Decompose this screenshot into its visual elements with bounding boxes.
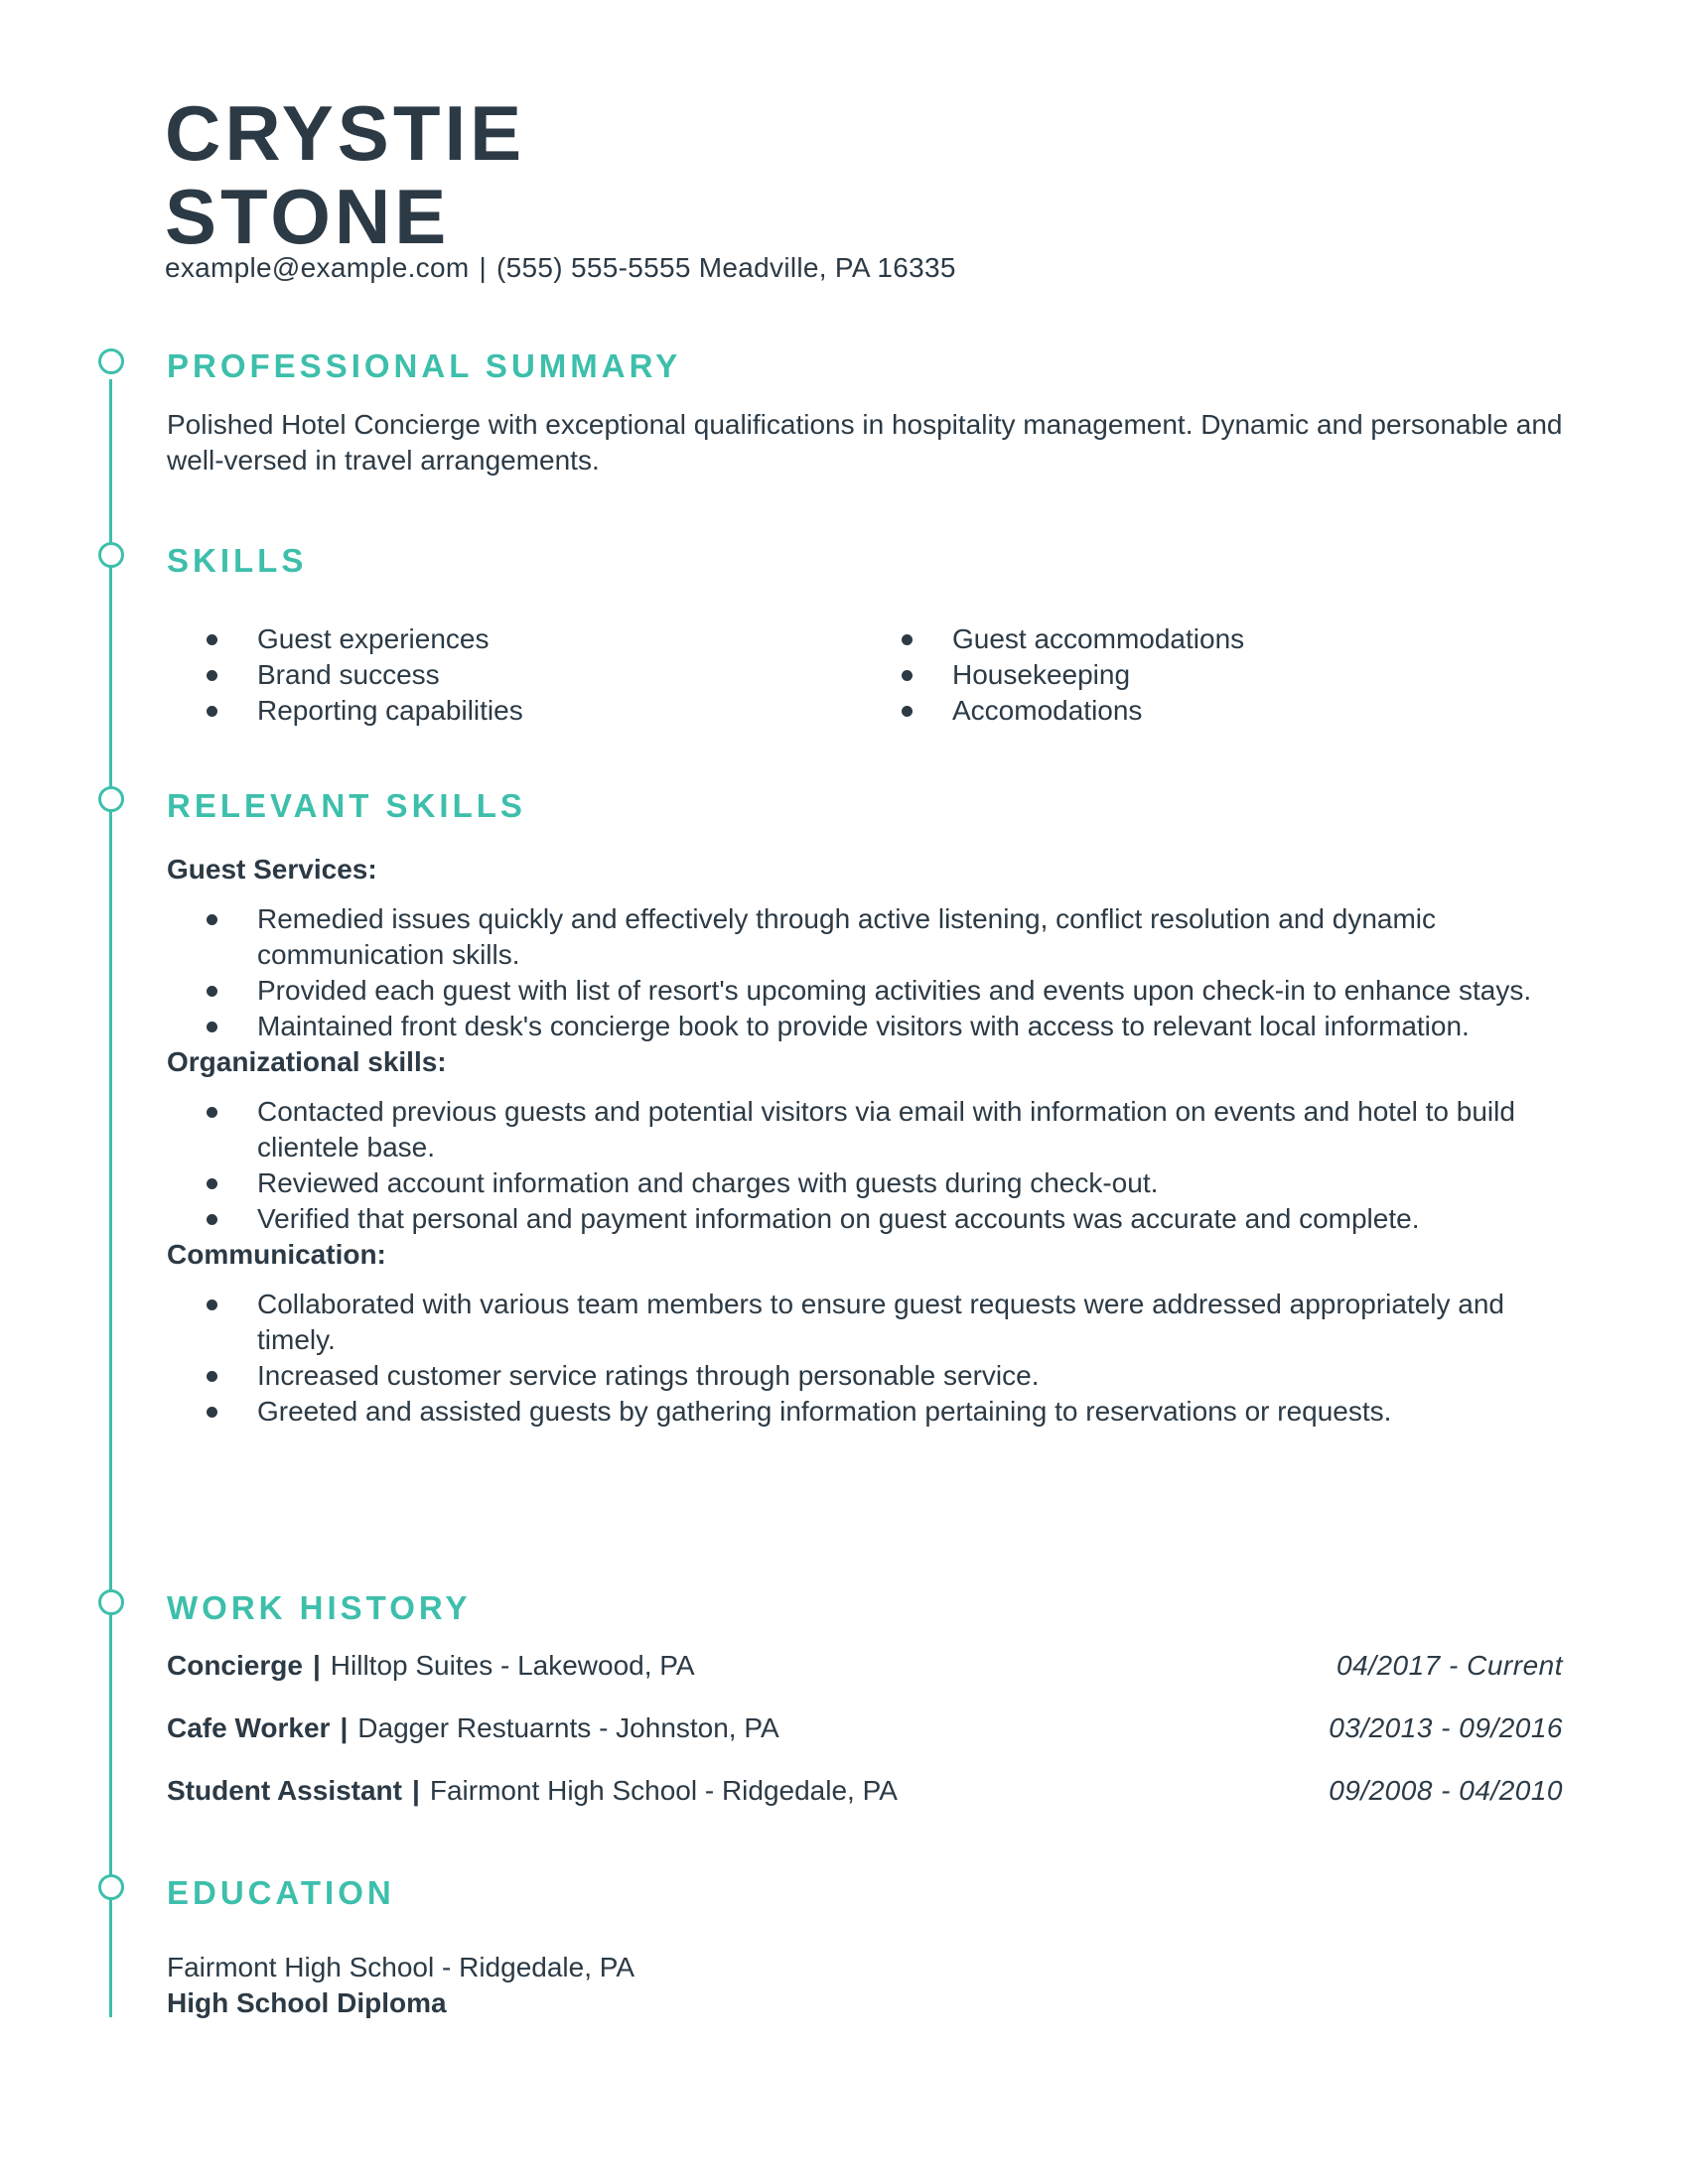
list-item: Remedied issues quickly and effectively through active listening, conflict resolution and dynamic communication skills. — [167, 901, 1577, 973]
list-item: Contacted previous guests and potential visitors via email with information on events and hotel to build clientele base. — [167, 1094, 1577, 1165]
skill-item: Accomodations — [862, 693, 1557, 729]
job-details — [167, 1648, 695, 1684]
contact-separator: | — [479, 252, 488, 283]
list-item: Reviewed account information and charges with guests during check-out. — [167, 1165, 1577, 1201]
relevant-skills-body — [167, 852, 1577, 1430]
skill-item: Guest accommodations — [862, 621, 1557, 657]
job-entry — [167, 1710, 1563, 1746]
list-item: Verified that personal and payment information on guest accounts was accurate and complete. — [167, 1201, 1577, 1237]
education-school: Fairmont High School - Ridgedale, PA — [167, 1952, 635, 1982]
skills-heading: SKILLS — [167, 542, 308, 579]
job-entry — [167, 1648, 1563, 1684]
timeline-node-education — [98, 1874, 124, 1900]
skill-item: Reporting capabilities — [167, 693, 862, 729]
candidate-name — [165, 91, 525, 258]
list-item: Increased customer service ratings through personable service. — [167, 1358, 1577, 1394]
summary-text: Polished Hotel Concierge with exceptional qualifications in hospitality management. Dynamic and personable and well-versed in travel arrangements. — [167, 409, 1563, 476]
skills-column-right — [862, 621, 1557, 729]
job-title: Cafe Worker — [167, 1712, 331, 1743]
list-item: Provided each guest with list of resort's upcoming activities and events upon check-in to enhance stays. — [167, 973, 1577, 1009]
job-details — [167, 1710, 779, 1746]
job-title: Concierge — [167, 1650, 303, 1681]
job-employer: Hilltop Suites - Lakewood, PA — [330, 1650, 695, 1681]
skill-item: Housekeeping — [862, 657, 1557, 693]
timeline-node-summary — [98, 348, 124, 374]
first-name: CRYSTIE — [165, 89, 526, 177]
job-employer: Dagger Restuarnts - Johnston, PA — [357, 1712, 779, 1743]
job-separator: | — [340, 1712, 349, 1743]
timeline-line — [109, 379, 112, 2017]
job-separator: | — [312, 1650, 321, 1681]
email-text: example@example.com — [165, 252, 470, 283]
list-item: Collaborated with various team members to ensure guest requests were addressed appropriately and timely. — [167, 1287, 1577, 1358]
job-employer: Fairmont High School - Ridgedale, PA — [429, 1775, 898, 1806]
timeline-node-skills — [98, 542, 124, 568]
skill-group-list — [167, 1094, 1577, 1237]
skill-item: Brand success — [167, 657, 862, 693]
skills-column-left — [167, 621, 862, 729]
job-entry — [167, 1773, 1563, 1809]
job-dates: 03/2013 - 09/2016 — [1329, 1712, 1563, 1743]
skill-group-organizational — [167, 1044, 1577, 1237]
job-dates: 09/2008 - 04/2010 — [1329, 1775, 1563, 1806]
skill-group-list — [167, 901, 1577, 1044]
job-separator: | — [412, 1775, 420, 1806]
skill-group-heading: Guest Services: — [167, 854, 377, 885]
education-heading: EDUCATION — [167, 1874, 395, 1911]
relevant-skills-heading: RELEVANT SKILLS — [167, 787, 526, 824]
job-dates: 04/2017 - Current — [1336, 1650, 1563, 1681]
last-name: STONE — [165, 173, 451, 260]
contact-line — [165, 250, 956, 286]
education-degree: High School Diploma — [167, 1987, 447, 2018]
job-details — [167, 1773, 898, 1809]
phone-location-text: (555) 555-5555 Meadville, PA 16335 — [496, 252, 956, 283]
skill-group-list — [167, 1287, 1577, 1430]
timeline-node-relevant-skills — [98, 786, 124, 812]
work-history-heading: WORK HISTORY — [167, 1589, 472, 1626]
summary-heading: PROFESSIONAL SUMMARY — [167, 347, 682, 384]
skills-grid — [167, 621, 1577, 729]
list-item: Maintained front desk's concierge book to provide visitors with access to relevant local information. — [167, 1009, 1577, 1044]
skill-group-communication — [167, 1237, 1577, 1430]
skill-group-heading: Organizational skills: — [167, 1046, 447, 1077]
skill-item: Guest experiences — [167, 621, 862, 657]
skill-group-guest-services — [167, 852, 1577, 1044]
list-item: Greeted and assisted guests by gathering information pertaining to reservations or requests. — [167, 1394, 1577, 1430]
job-title: Student Assistant — [167, 1775, 402, 1806]
skill-group-heading: Communication: — [167, 1239, 386, 1270]
timeline-node-work-history — [98, 1589, 124, 1615]
